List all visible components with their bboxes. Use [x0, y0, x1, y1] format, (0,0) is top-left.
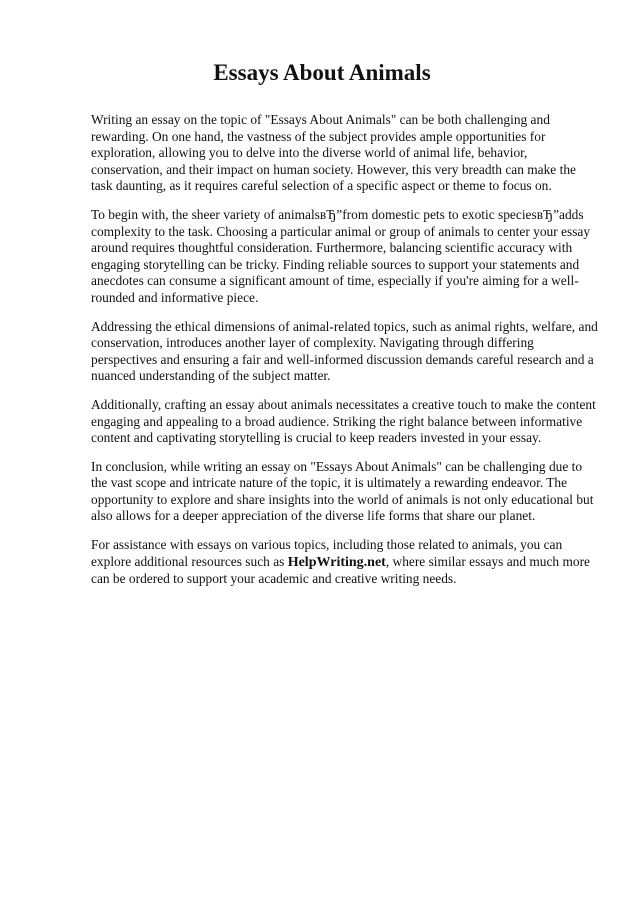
paragraph-variety: To begin with, the sheer variety of animalsвЂ”from domestic pets to exotic speciesвЂ”adds complexity to the task. Choosing a particular animal or group of animals to center your essay around requires thoughtful consideration. Furthermore, balancing scientific accuracy with engaging storytelling can be tricky. Finding reliable sources to support your statements and anecdotes can consume a significant amount of time, especially if you're aiming for a well-rounded and informative piece.: [91, 206, 591, 305]
paragraph-ethics: Addressing the ethical dimensions of animal-related topics, such as animal rights, welfare, and conservation, introduces another layer of complexity. Navigating through differing perspectives and ensuring a fair and well-informed discussion demands careful research and a nuanced understanding of the subject matter.: [91, 318, 598, 384]
paragraph-intro: Writing an essay on the topic of "Essays About Animals" can be both challenging and rewarding. On one hand, the vastness of the subject provides ample opportunities for exploration, allowing you to delve into the diverse world of animal life, behavior, conservation, and their impact on human society. However, this very breadth can make the task daunting, as it requires careful selection of a specific aspect or theme to focus on.: [91, 112, 576, 194]
closing-text-after-link: , where similar essays and much more can be ordered to support your academic and creative writing needs.: [91, 553, 590, 587]
paragraph-closing: [91, 537, 598, 588]
helpwriting-link[interactable]: HelpWriting.net: [287, 554, 386, 570]
paragraph-creativity: Additionally, crafting an essay about animals necessitates a creative touch to make the content engaging and appealing to a broad audience. Striking the right balance between informative content and captivating storytelling is crucial to keep readers invested in your essay.: [91, 396, 596, 446]
document-title: Essays About Animals: [213, 60, 431, 85]
paragraph-conclusion: In conclusion, while writing an essay on "Essays About Animals" can be challenging due to the vast scope and intricate nature of the topic, it is ultimately a rewarding endeavor. The opportunity to explore and share insights into the world of animals is not only educational but also allows for a deeper appreciation of the diverse life forms that share our planet.: [91, 458, 594, 524]
closing-text-before-link: For assistance with essays on various topics, including those related to animals, you can explore additional resources such as: [91, 537, 563, 569]
